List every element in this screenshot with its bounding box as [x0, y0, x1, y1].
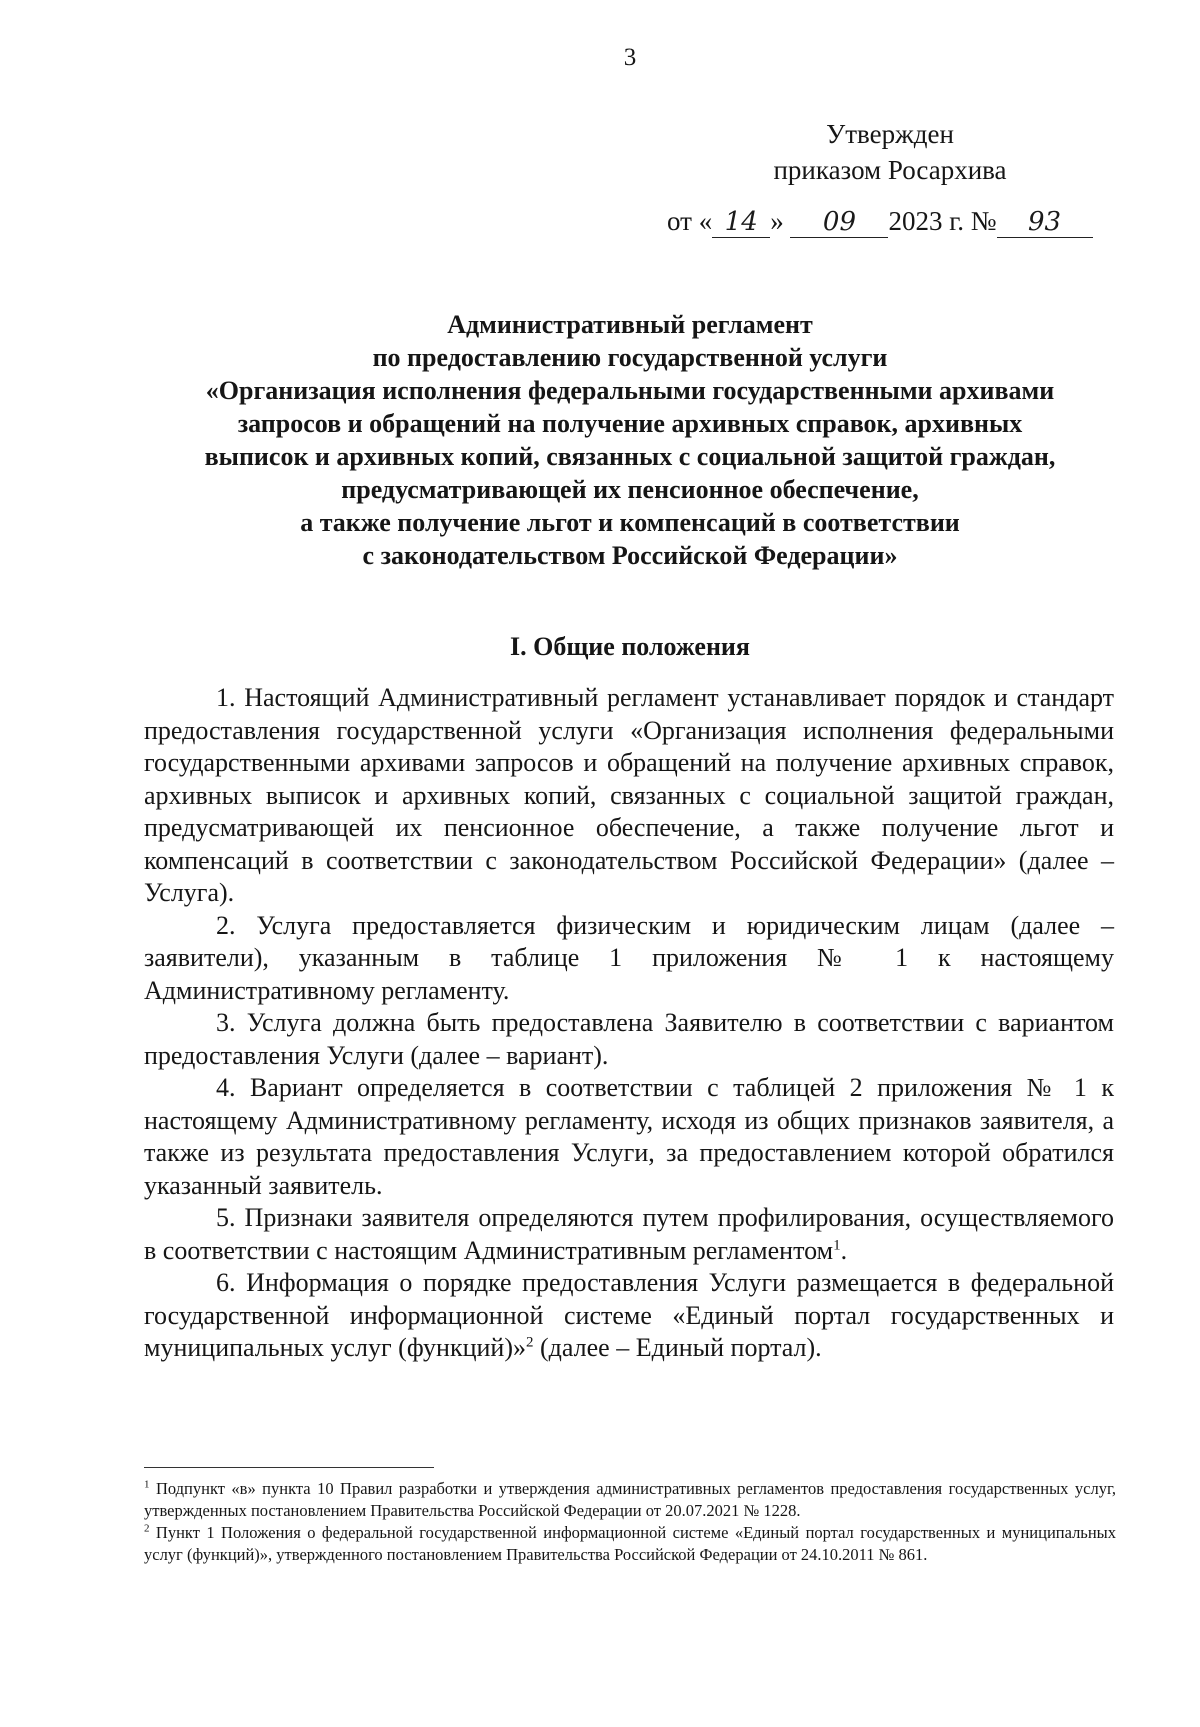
order-day-handwritten: 14 [712, 207, 770, 238]
approval-line-approved: Утвержден [826, 119, 954, 149]
footnotes [144, 1478, 1116, 1566]
footnote-2-mark: 2 [144, 1522, 150, 1535]
footnote-1-mark: 1 [144, 1478, 150, 1491]
footnote-ref-2: 2 [526, 1334, 534, 1351]
order-year-text: 2023 г. № [888, 206, 997, 236]
order-date-number-line [667, 206, 1107, 238]
approval-line-order: приказом Росархива [773, 155, 1007, 185]
footnote-divider [144, 1467, 434, 1468]
title-line: выписок и архивных копий, связанных с социальной защитой граждан, [204, 442, 1056, 471]
document-title [140, 308, 1120, 572]
paragraph-6-end: (далее – Единый портал). [533, 1333, 822, 1362]
paragraph-5-text: 5. Признаки заявителя определяются путем профилирования, осуществляемого в соответствии с настоящим Административным регламентом [144, 1203, 1114, 1265]
order-month-handwritten: 09 [790, 207, 888, 238]
title-line: Административный регламент [447, 310, 813, 339]
footnote-2-text: Пункт 1 Положения о федеральной государственной информационной системе «Единый портал государственных и муниципальных услуг (функций)», утвержденного постановлением Правительства Российской Федерации от 24.10.2011 № 861. [144, 1523, 1116, 1564]
title-line: запросов и обращений на получение архивных справок, архивных [237, 409, 1023, 438]
section-heading: I. Общие положения [510, 632, 750, 661]
paragraph-1: 1. Настоящий Административный регламент устанавливает порядок и стандарт предоставления государственной услуги «Организация исполнения федеральными государственными архивами запросов и обращений на получение архивных справок, архивных выписок и архивных копий, связанных с социальной защитой граждан, предусматривающей их пенсионное обеспечение, а также получение льгот и компенсаций в соответствии с законодательством Российской Федерации» (далее – Услуга). [144, 683, 1114, 907]
approval-block [760, 116, 1020, 188]
footnote-2 [144, 1522, 1116, 1566]
paragraph-3: 3. Услуга должна быть предоставлена Заявителю в соответствии с вариантом предоставления Услуги (далее – вариант). [144, 1008, 1114, 1070]
title-line: «Организация исполнения федеральными государственными архивами [205, 376, 1055, 405]
order-close-quote: » [770, 206, 784, 236]
paragraph-2: 2. Услуга предоставляется физическим и юридическим лицам (далее – заявители), указанным в таблице 1 приложения № 1 к настоящему Административному регламенту. [144, 910, 1114, 1005]
paragraph-4: 4. Вариант определяется в соответствии с таблицей 2 приложения № 1 к настоящему Административному регламенту, исходя из общих признаков заявителя, а также из результата предоставления Услуги, за предоставлением которой обратился указанный заявитель. [144, 1073, 1114, 1200]
title-line: предусматривающей их пенсионное обеспечение, [341, 475, 919, 504]
paragraph-6 [144, 1267, 1114, 1365]
paragraph-5-end: . [840, 1235, 848, 1265]
paragraph-5 [144, 1202, 1114, 1267]
title-line: а также получение льгот и компенсаций в соответствии [300, 508, 960, 537]
paragraph-6-text: 6. Информация о порядке предоставления Услуги размещается в федеральной государственной информационной системе «Единый портал государственных и муниципальных услуг (функций)» [144, 1268, 1114, 1362]
page-number: 3 [623, 44, 637, 71]
footnote-1 [144, 1478, 1116, 1522]
title-line: по предоставлению государственной услуги [372, 343, 888, 372]
title-line: с законодательством Российской Федерации» [362, 541, 898, 570]
order-number-handwritten: 93 [997, 207, 1093, 238]
footnote-ref-1: 1 [833, 1236, 841, 1253]
footnote-1-text: Подпункт «в» пункта 10 Правил разработки и утверждения административных регламентов предоставления государственных услуг, утвержденных постановлением Правительства Российской Федерации от 20.07.2021 № 1228. [144, 1479, 1116, 1520]
order-prefix: от « [667, 206, 713, 236]
document-body [144, 682, 1114, 1365]
